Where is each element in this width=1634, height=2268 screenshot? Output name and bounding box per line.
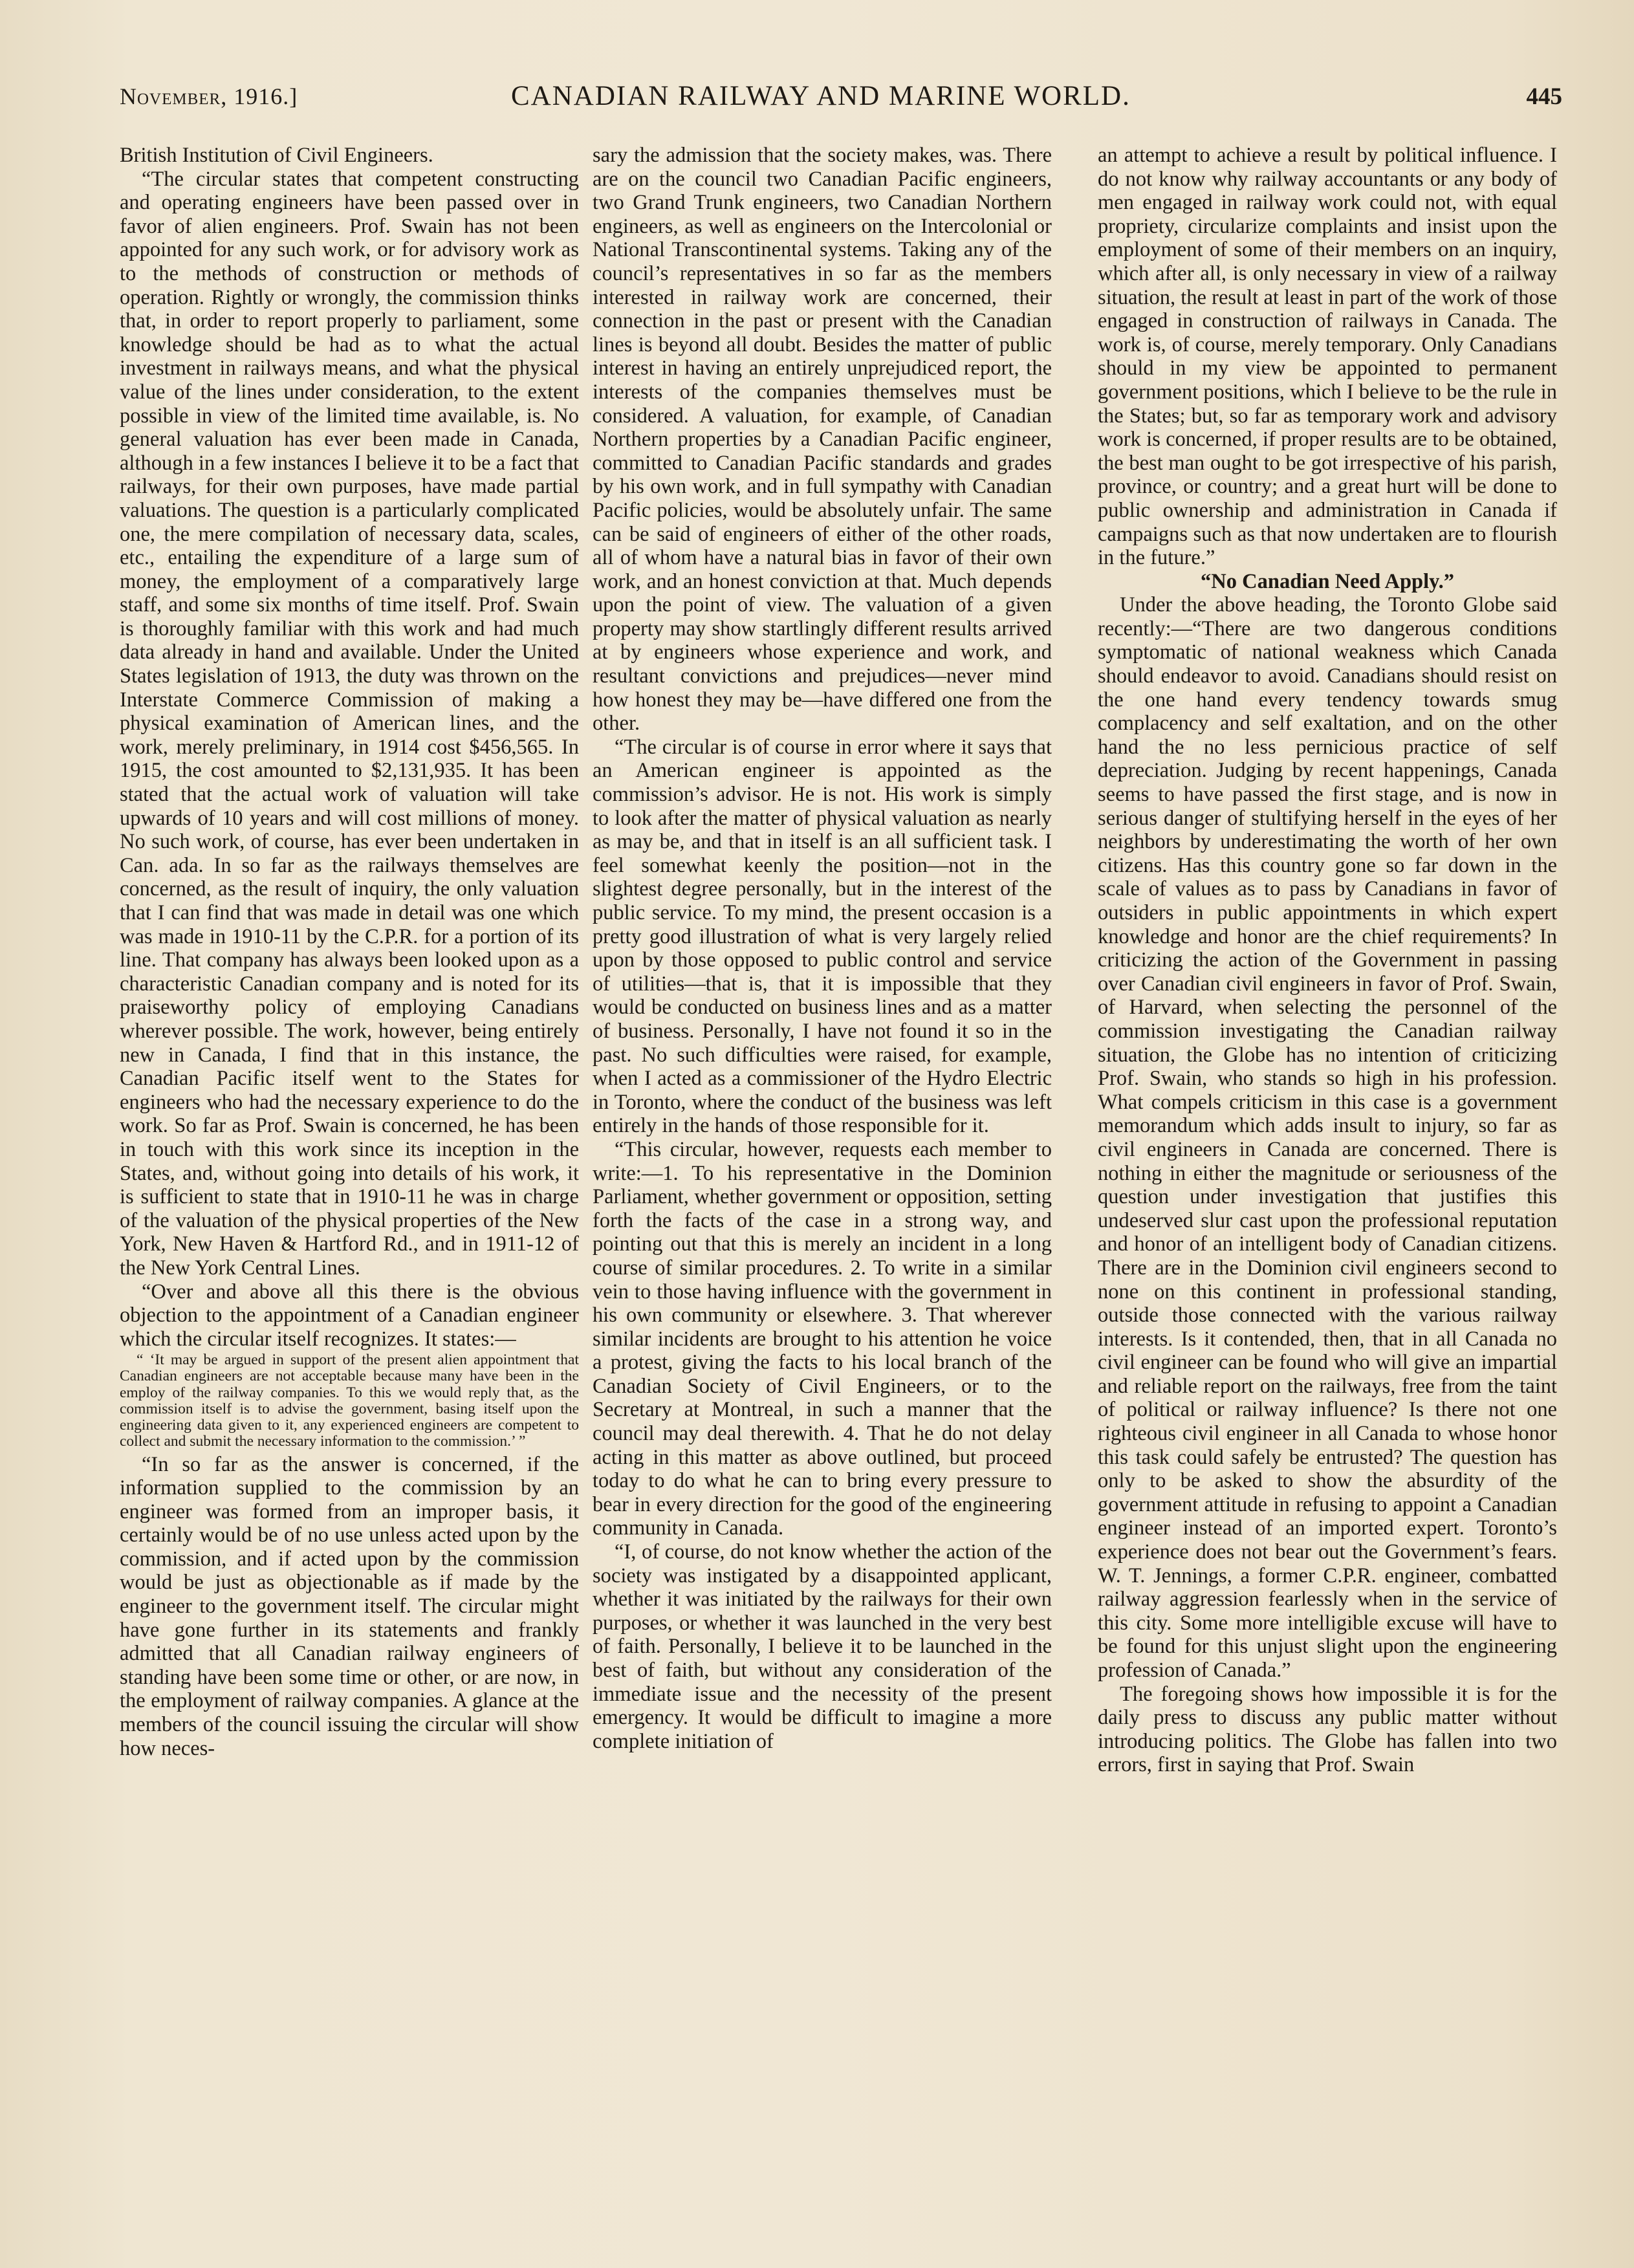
header-date: November, 1916.]: [120, 83, 298, 109]
text-column-2: [593, 144, 1052, 2181]
paragraph: Under the above heading, the Toronto Globe said recently:—“There are two dangerous conditions symptomatic of national weakness which Canada should endeavor to avoid. Canadians should resist on the one hand every tendency towards smug complacency and self exaltation, and on the other hand the no less pernicious practice of self depreciation. Judging by recent happenings, Canada seems to have passed the first stage, and is now in serious danger of stultifying herself in the eyes of her neighbors by underestimating the worth of her own citizens. Has this country gone so far down in the scale of values as to pass by Canadians in favor of outsiders in public appointments in which expert knowledge and honor are the chief requirements? In criticizing the action of the Government in passing over Canadian civil engineers in favor of Prof. Swain, of Harvard, when selecting the personnel of the commission investigating the Canadian railway situation, the Globe has no intention of criticizing Prof. Swain, who stands so high in his profession. What compels criticism in this case is a government memorandum which adds insult to injury, so far as civil engineers in Canada are concerned. There is nothing in either the magnitude or seriousness of the question under investigation that justifies this undeserved slur cast upon the professional reputation and honor of an intelligent body of Canadian citizens. There are in the Dominion civil engineers second to none on this continent in professional standing, outside those connected with the various railway interests. Is it contended, then, that in all Canada no civil engineer can be found who will give an impartial and reliable report on the railways, free from the taint of political or railway influence? Is there not one righteous civil engineer in all Canada to whose honor this task could safely be entrusted? The question has only to be asked to show the absurdity of the government attitude in refusing to appoint a Canadian engineer instead of an imported expert. Toronto’s experience does not bear out the Government’s fears. W. T. Jennings, a former C.P.R. engineer, combatted railway aggression fearlessly when in the service of this city. Some more intelligible excuse will have to be found for this unjust slight upon the engineering profession of Canada.”: [1098, 593, 1557, 1682]
text-column-1: [120, 144, 579, 2181]
paragraph: “I, of course, do not know whether the action of the society was instigated by a disappointed applicant, whether it was initiated by the railways for their own purposes, or whether it was launched in the very best of faith. Personally, I believe it to be launched in the best of faith, but without any consideration of the immediate issue and the necessity of the present emergency. It would be difficult to imagine a more complete initiation of: [593, 1540, 1052, 1753]
paragraph: “The circular states that competent constructing and operating engineers have been passed over in favor of alien engineers. Prof. Swain has not been appointed for any such work, or for advisory work as to the methods of construction or methods of operation. Rightly or wrongly, the commission thinks that, in order to report properly to parliament, some knowledge should be had as to what the actual investment in railways means, and what the physical value of the lines under consideration, to the extent possible in view of the limited time available, is. No general valuation has ever been made in Canada, although in a few instances I believe it to be a fact that railways, for their own purposes, have made partial valuations. The question is a particularly complicated one, the mere compilation of necessary data, scales, etc., entailing the expenditure of a large sum of money, the employment of a comparatively large staff, and some six months of time itself. Prof. Swain is thoroughly familiar with this work and had much data already in hand and available. Under the United States legislation of 1913, the duty was thrown on the Interstate Commerce Commission of making a physical examination of American lines, and the work, merely preliminary, in 1914 cost $456,565. In 1915, the cost amounted to $2,131,935. It has been stated that the actual work of valuation will take upwards of 10 years and will cost millions of money. No such work, of course, has ever been undertaken in Can. ada. In so far as the railways themselves are concerned, as the result of inquiry, the only valuation that I can find that was made in detail was one which was made in 1910-11 by the C.P.R. for a portion of its line. That company has always been looked upon as a characteristic Canadian company and is noted for its praiseworthy policy of employing Canadians wherever possible. The work, however, being entirely new in Canada, I find that in this instance, the Canadian Pacific itself went to the States for engineers who had the necessary experience to do the work. So far as Prof. Swain is concerned, he has been in touch with this work since its inception in the States, and, without going into details of his work, it is sufficient to state that in 1910-11 he was in charge of the valuation of the physical properties of the New York, New Haven & Hartford Rd., and in 1911-12 of the New York Central Lines.: [120, 167, 579, 1280]
block-quote: “ ‘It may be argued in support of the present alien appointment that Canadian engineers are not acceptable because many have been in the employ of the railway companies. To this we would reply that, as the commission itself is to advise the government, basing itself upon the engineering data given to it, any experienced engineers are competent to collect and submit the necessary information to the commission.’ ”: [120, 1351, 579, 1450]
paragraph: “In so far as the answer is concerned, if the information supplied to the commission by an engineer was formed from an improper basis, it certainly would be of no use unless acted upon by the commission, and if acted upon by the commission would be just as objectionable as if made by the engineer to the government itself. The circular might have gone further in its statements and frankly admitted that all Canadian railway engineers of standing have been some time or other, or are now, in the employment of railway companies. A glance at the members of the council issuing the circular will show how neces-: [120, 1452, 579, 1760]
section-heading: “No Canadian Need Apply.”: [1201, 569, 1454, 593]
paragraph: “Over and above all this there is the obvious objection to the appointment of a Canadian engineer which the circular itself recognizes. It states:—: [120, 1280, 579, 1351]
paragraph: British Institution of Civil Engineers.: [120, 144, 433, 167]
paragraph: “The circular is of course in error where it says that an American engineer is appointed as the commission’s advisor. He is not. His work is simply to look after the matter of physical valuation as nearly as may be, and that in itself is an all sufficient task. I feel somewhat keenly the position—not in the slightest degree personally, but in the interest of the public service. To my mind, the present occasion is a pretty good illustration of what is very largely relied upon by those opposed to public control and service of utilities—that is, that it is impossible that they would be conducted on business lines and as a matter of business. Personally, I have not found it so in the past. No such difficulties were raised, for example, when I acted as a commissioner of the Hydro Electric in Toronto, where the conduct of the business was left entirely in the hands of those responsible for it.: [593, 735, 1052, 1138]
paragraph: sary the admission that the society makes, was. There are on the council two Canadian Pacific engineers, two Grand Trunk engineers, two Canadian Northern engineers, as well as engineers on the Intercolonial or National Transcontinental systems. Taking any of the council’s representatives in so far as the members interested in railway work are concerned, their connection in the past or present with the Canadian lines is beyond all doubt. Besides the matter of public interest in having an entirely unprejudiced report, the interests of the companies themselves must be considered. A valuation, for example, of Canadian Northern properties by a Canadian Pacific engineer, committed to Canadian Pacific standards and grades by his own work, and in full sympathy with Canadian Pacific policies, would be absolutely unfair. The same can be said of engineers of either of the other roads, all of whom have a natural bias in favor of their own work, and an honest conviction at that. Much depends upon the point of view. The valuation of a given property may show startlingly different results arrived at by engineers whose experience and work, and resultant convictions and prejudices—never mind how honest they may be—have differed one from the other.: [593, 144, 1052, 736]
paragraph: The foregoing shows how impossible it is for the daily press to discuss any public matter without introducing politics. The Globe has fallen into two errors, first in saying that Prof. Swain: [1098, 1682, 1557, 1777]
text-column-3: [1098, 144, 1557, 2181]
journal-title: CANADIAN RAILWAY AND MARINE WORLD.: [511, 81, 1131, 111]
running-header: [120, 83, 1562, 122]
paragraph: an attempt to achieve a result by political influence. I do not know why railway accountants or any body of men engaged in railway work could not, with equal propriety, circularize complaints and insist upon the employment of some of their members on an inquiry, which after all, is only necessary in view of a railway situation, the result at least in part of the work of those engaged in construction of railways in Canada. The work is, of course, merely temporary. Only Canadians should in my view be appointed to permanent government positions, which I believe to be the rule in the States; but, so far as temporary work and advisory work is concerned, if proper results are to be obtained, the best man ought to be got irrespective of his parish, province, or country; and a great hurt will be done to public ownership and administration in Canada if campaigns such as that now undertaken are to flourish in the future.”: [1098, 144, 1557, 570]
page-number: 445: [1526, 83, 1562, 110]
paragraph: “This circular, however, requests each member to write:—1. To his representative in the Dominion Parliament, whether government or opposition, setting forth the facts of the case in a strong way, and pointing out that this is merely an incident in a long course of similar procedures. 2. To write in a similar vein to those having influence with the government in his own community or elsewhere. 3. That wherever similar incidents are brought to his attention he voice a protest, giving the facts to his local branch of the Canadian Society of Civil Engineers, or to the Secretary at Montreal, in such a manner that the council may deal therewith. 4. That he do not delay acting in this matter as above outlined, but proceed today to do what he can to bring every pressure to bear in every direction for the good of the engineering community in Canada.: [593, 1137, 1052, 1540]
